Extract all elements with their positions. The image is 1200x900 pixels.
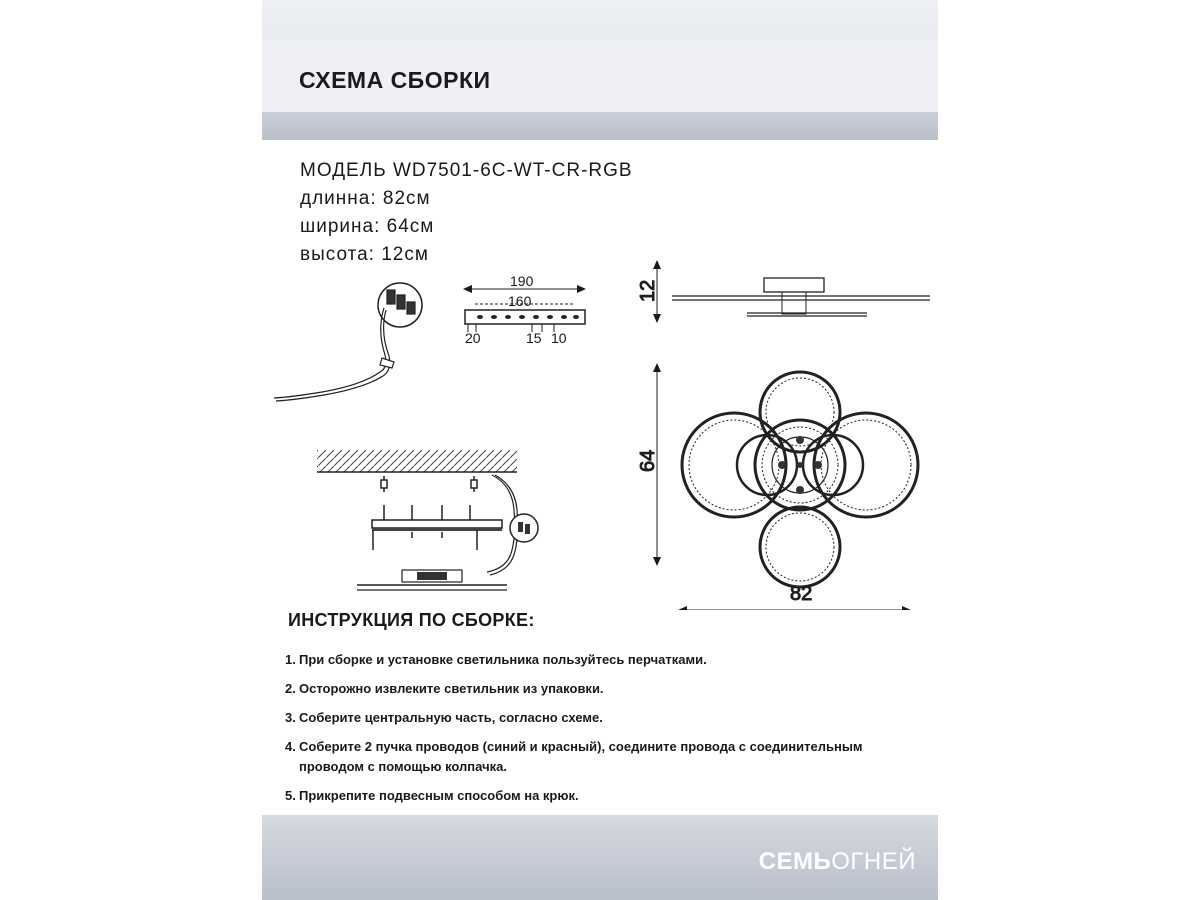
brand-bold: СЕМЬ — [758, 848, 832, 875]
top-height-dim: 64 — [637, 449, 659, 472]
plate-left-dim: 20 — [465, 330, 481, 346]
model-label: МОДЕЛЬ WD7501-6C-WT-CR-RGB — [300, 160, 633, 181]
plate-outer-dim: 190 — [510, 273, 534, 289]
list-item: 4. Соберите 2 пучка проводов (синий и красный), соедините провода с соединительным проводом с помощью колпачка. — [285, 739, 863, 774]
header-band — [262, 0, 938, 140]
side-elevation — [637, 262, 930, 322]
top-width-dim: 82 — [790, 583, 813, 605]
width-label: ширина: 64см — [300, 216, 435, 237]
plate-mid-dim: 15 — [526, 330, 542, 346]
list-item: 5. Прикрепите подвесным способом на крюк. — [285, 788, 579, 803]
plate-right-dim: 10 — [551, 330, 567, 346]
mounting-plate-sketch — [465, 273, 585, 346]
height-label: высота: 12см — [300, 244, 429, 265]
footer-band — [262, 815, 938, 900]
side-height-dim: 12 — [637, 279, 659, 302]
instructions-heading: ИНСТРУКЦИЯ ПО СБОРКЕ: — [288, 610, 535, 630]
top-view — [637, 365, 918, 610]
brand-logo — [759, 848, 916, 876]
assembly-drawing — [262, 250, 938, 610]
brand-light: ОГНЕЙ — [831, 848, 916, 875]
page-title: СХЕМА СБОРКИ — [299, 67, 491, 93]
plate-inner-dim: 160 — [508, 293, 532, 309]
title-box — [262, 40, 938, 112]
length-label: длинна: 82см — [300, 188, 431, 209]
wire-connector-sketch — [274, 283, 422, 401]
ceiling-mount-sketch — [317, 450, 538, 590]
list-item: 3. Соберите центральную часть, согласно схеме. — [285, 710, 603, 725]
list-item: 1. При сборке и установке светильника пользуйтесь перчатками. — [285, 652, 707, 667]
list-item: 2. Осторожно извлеките светильник из упаковки. — [285, 681, 604, 696]
